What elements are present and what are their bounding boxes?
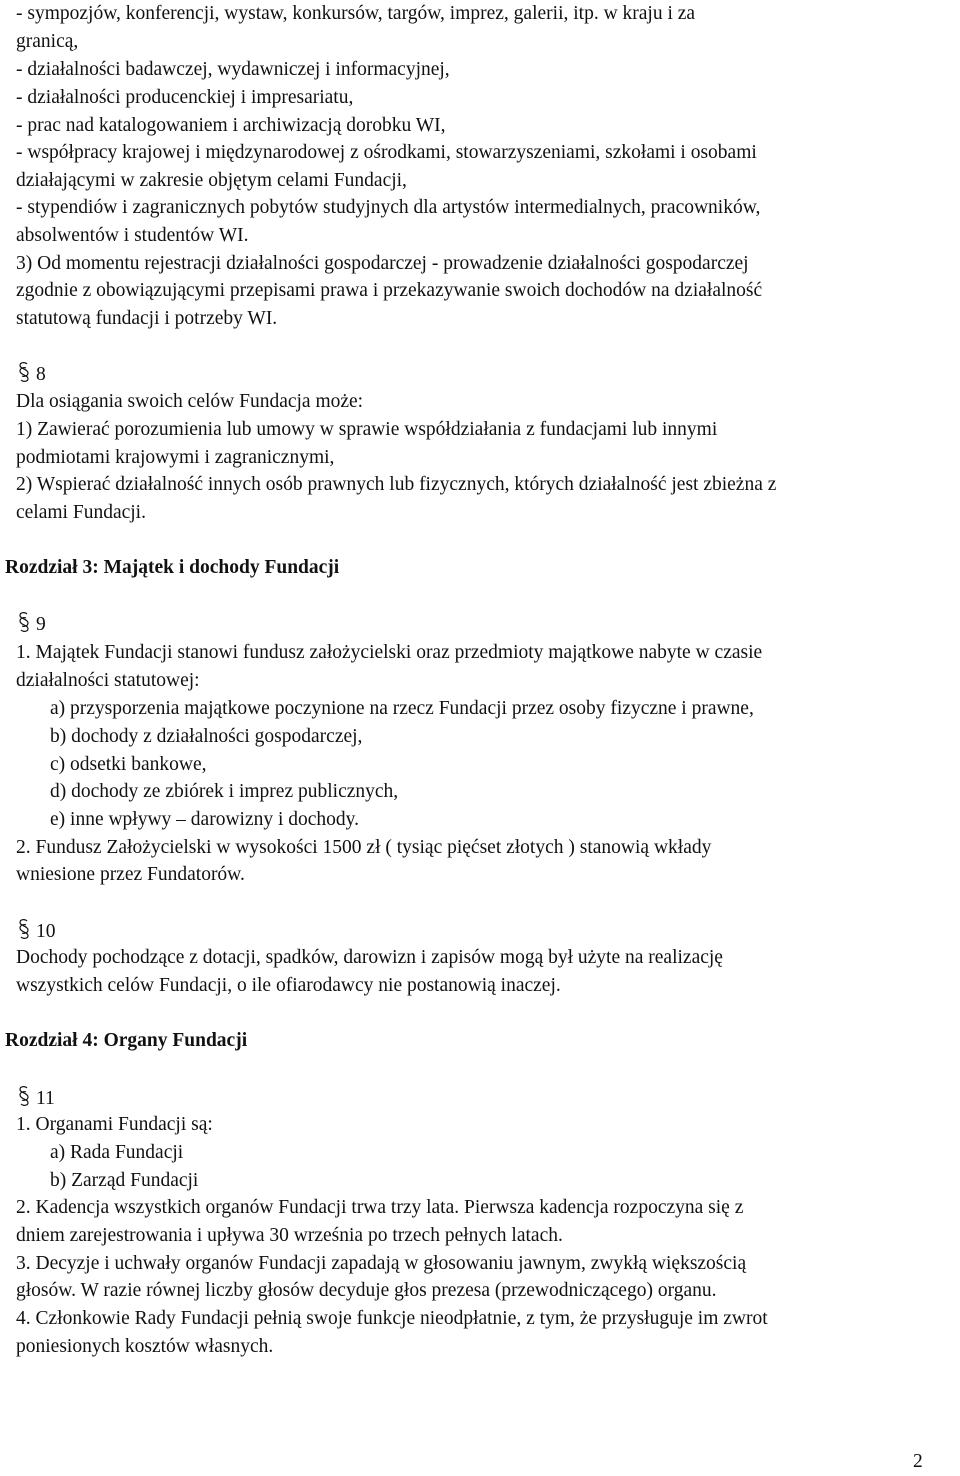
text-line: działalności statutowej: — [16, 670, 200, 691]
section-number: 8 — [36, 364, 46, 385]
section-heading — [16, 1082, 55, 1113]
text-line: działającymi w zakresie objętym celami Fundacji, — [16, 170, 407, 191]
section-sign-icon — [16, 1085, 32, 1107]
text-line: 3) Od momentu rejestracji działalności gospodarczej - prowadzenie działalności gospodarczej — [16, 253, 749, 274]
list-item: b) Zarząd Fundacji — [50, 1170, 199, 1191]
text-line: 4. Członkowie Rady Fundacji pełnią swoje funkcje nieodpłatnie, z tym, że przysługuje im zwrot — [16, 1308, 768, 1329]
text-line: Dochody pochodzące z dotacji, spadków, darowizn i zapisów mogą był użyte na realizację — [16, 947, 723, 968]
text-line: głosów. W razie równej liczby głosów decyduje głos prezesa (przewodniczącego) organu. — [16, 1280, 717, 1301]
text-line: dniem zarejestrowania i upływa 30 września po trzech pełnych latach. — [16, 1225, 563, 1246]
text-line: poniesionych kosztów własnych. — [16, 1336, 274, 1357]
section-number: 11 — [36, 1088, 55, 1109]
text-line: 2. Fundusz Założycielski w wysokości 1500 zł ( tysiąc pięćset złotych ) stanowią wkłady — [16, 837, 712, 858]
text-line: - działalności producenckiej i impresariatu, — [16, 87, 354, 108]
section-heading — [16, 358, 46, 389]
text-line: 2) Wspierać działalność innych osób prawnych lub fizycznych, których działalność jest zbieżna z — [16, 474, 777, 495]
text-line: - działalności badawczej, wydawniczej i informacyjnej, — [16, 59, 450, 80]
text-line: 2. Kadencja wszystkich organów Fundacji trwa trzy lata. Pierwsza kadencja rozpoczyna się z — [16, 1197, 744, 1218]
page-number: 2 — [913, 1451, 923, 1472]
section-number: 10 — [36, 921, 56, 942]
text-line: zgodnie z obowiązującymi przepisami prawa i przekazywanie swoich dochodów na działalność — [16, 280, 763, 301]
text-line: 1. Organami Fundacji są: — [16, 1114, 213, 1135]
list-item: b) dochody z działalności gospodarczej, — [50, 726, 363, 747]
text-line: celami Fundacji. — [16, 502, 146, 523]
list-item: c) odsetki bankowe, — [50, 754, 207, 775]
text-line: statutową fundacji i potrzeby WI. — [16, 308, 278, 329]
section-heading — [16, 608, 46, 639]
text-line: granicą, — [16, 31, 79, 52]
list-item: a) przysporzenia majątkowe poczynione na rzecz Fundacji przez osoby fizyczne i prawne, — [50, 698, 754, 719]
text-line: wszystkich celów Fundacji, o ile ofiarodawcy nie postanowią inaczej. — [16, 975, 561, 996]
text-line: Dla osiągania swoich celów Fundacja może: — [16, 391, 364, 412]
section-heading — [16, 915, 56, 946]
text-line: - współpracy krajowej i międzynarodowej z ośrodkami, stowarzyszeniami, szkołami i osobami — [16, 142, 757, 163]
text-line: - stypendiów i zagranicznych pobytów studyjnych dla artystów intermedialnych, pracowników, — [16, 197, 761, 218]
section-number: 9 — [36, 614, 46, 635]
list-item: e) inne wpływy – darowizny i dochody. — [50, 809, 360, 830]
chapter-heading: Rozdział 4: Organy Fundacji — [5, 1030, 248, 1051]
text-line: 1. Majątek Fundacji stanowi fundusz założycielski oraz przedmioty majątkowe nabyte w czasie — [16, 642, 763, 663]
text-line: 1) Zawierać porozumienia lub umowy w sprawie współdziałania z fundacjami lub innymi — [16, 419, 718, 440]
section-sign-icon — [16, 611, 32, 633]
text-line: - sympozjów, konferencji, wystaw, konkursów, targów, imprez, galerii, itp. w kraju i za — [16, 3, 696, 24]
text-line: - prac nad katalogowaniem i archiwizacją dorobku WI, — [16, 115, 446, 136]
text-line: 3. Decyzje i uchwały organów Fundacji zapadają w głosowaniu jawnym, zwykłą większością — [16, 1253, 747, 1274]
section-sign-icon — [16, 361, 32, 383]
list-item: d) dochody ze zbiórek i imprez publicznych, — [50, 781, 399, 802]
text-line: podmiotami krajowymi i zagranicznymi, — [16, 447, 335, 468]
text-line: wniesione przez Fundatorów. — [16, 864, 245, 885]
section-sign-icon — [16, 918, 32, 940]
list-item: a) Rada Fundacji — [50, 1142, 184, 1163]
text-line: absolwentów i studentów WI. — [16, 225, 249, 246]
chapter-heading: Rozdział 3: Majątek i dochody Fundacji — [5, 557, 340, 578]
